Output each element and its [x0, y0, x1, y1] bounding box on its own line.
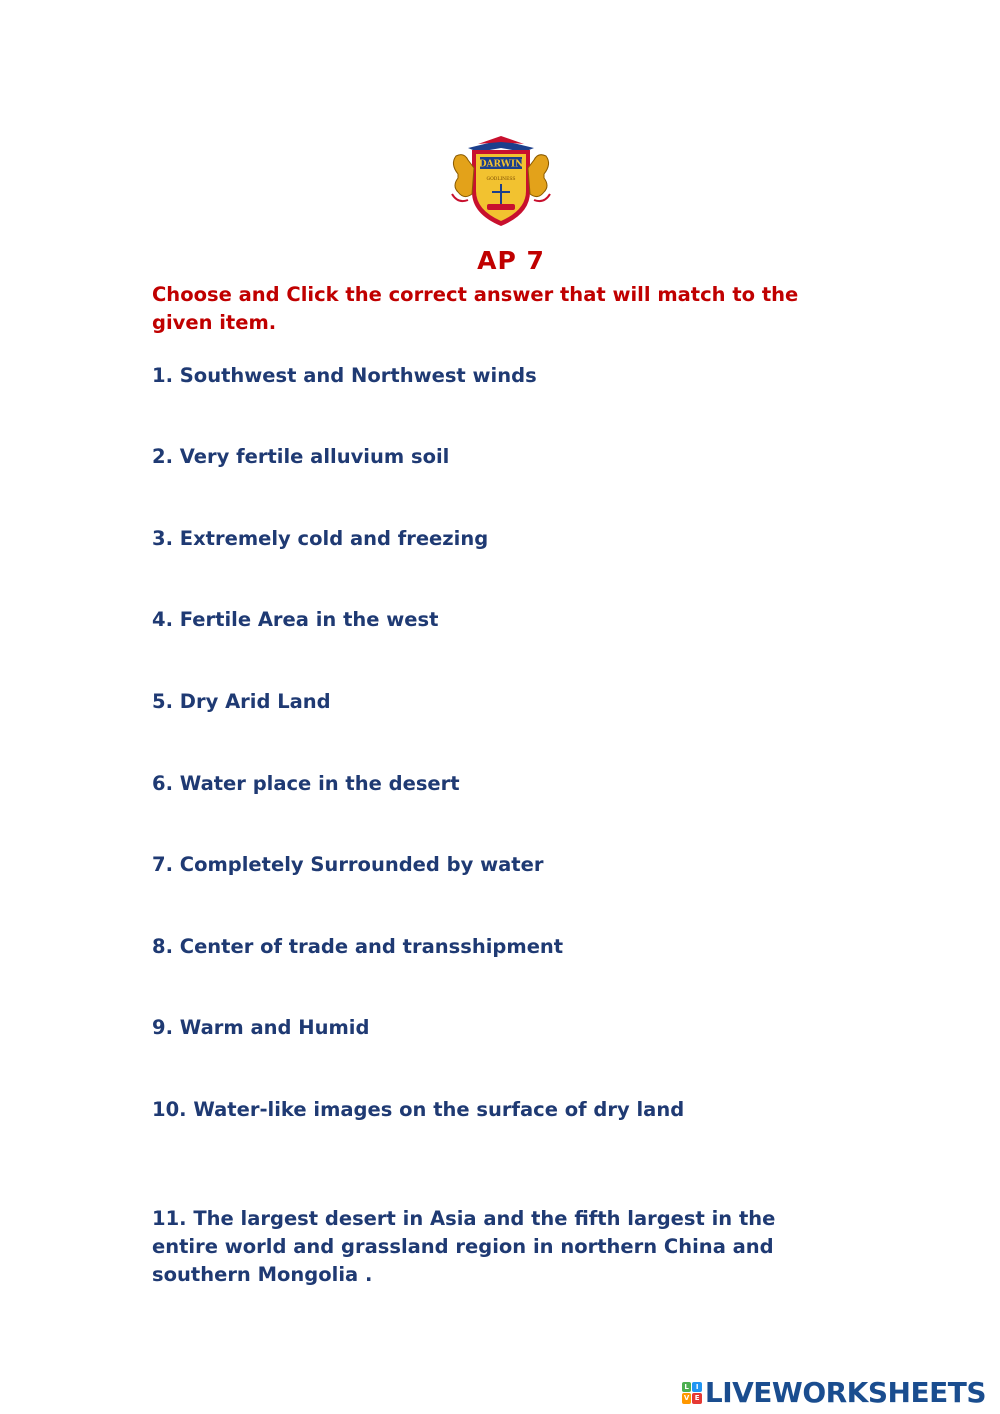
question-item: 3. Extremely cold and freezing — [152, 527, 489, 550]
question-item: 8. Center of trade and transshipment — [152, 935, 564, 958]
question-item: 5. Dry Arid Land — [152, 690, 331, 713]
liveworksheets-brand-text: LIVEWORKSHEETS — [704, 1376, 986, 1409]
school-crest-logo — [438, 134, 564, 230]
question-item: 6. Water place in the desert — [152, 772, 460, 795]
logo-motto-text: GODLINESS — [486, 177, 516, 182]
question-item: 10. Water-like images on the surface of dry land — [152, 1098, 685, 1121]
question-item: 11. The largest desert in Asia and the fifth largest in the entire world and grassland region in northern China and southern Mongolia . — [152, 1207, 776, 1286]
question-item: 7. Completely Surrounded by water — [152, 853, 544, 876]
instructions-text: Choose and Click the correct answer that will match to the given item. — [152, 283, 799, 334]
page-title: AP 7 — [477, 246, 545, 275]
question-item: 4. Fertile Area in the west — [152, 608, 439, 631]
question-item: 1. Southwest and Northwest winds — [152, 364, 537, 387]
logo-top-text: DARWIN — [478, 159, 524, 170]
question-item: 2. Very fertile alluvium soil — [152, 445, 450, 468]
liveworksheets-logo — [682, 1376, 986, 1409]
question-item: 9. Warm and Humid — [152, 1016, 370, 1039]
liveworksheets-badge-icon: L I V E — [682, 1382, 702, 1404]
